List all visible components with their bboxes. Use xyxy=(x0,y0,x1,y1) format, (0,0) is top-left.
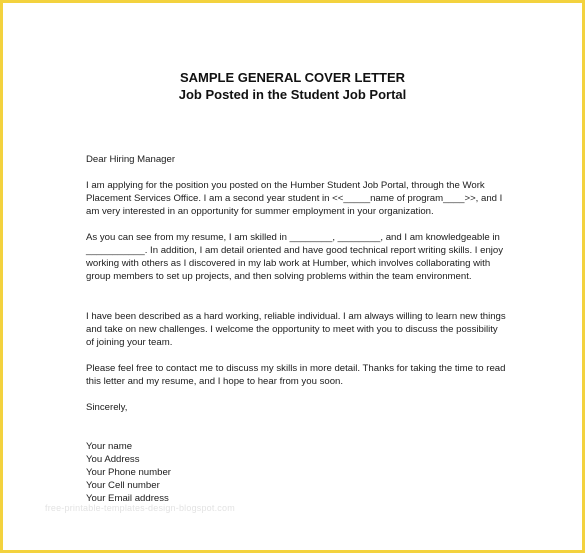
paragraph-contact: Please feel free to contact me to discuss my skills in more detail. Thanks for taking the time to read this letter and my resume, and I hope to hear from you soon. xyxy=(86,363,506,387)
letter-subtitle: Job Posted in the Student Job Portal xyxy=(178,87,407,102)
signature-cell: Your Cell number xyxy=(86,480,160,491)
paragraph-intro: I am applying for the position you posted on the Humber Student Job Portal, through the Work Placement Services Office. I am a second year student in <<_____name of program____>>, and I am very interested in an opportunity for summer employment in your organization. xyxy=(86,180,503,217)
signature-block xyxy=(86,440,506,505)
letter-heading xyxy=(3,69,582,103)
paragraph-qualities: I have been described as a hard working, reliable individual. I am always willing to learn new things and take on new challenges. I welcome the opportunity to meet with you to discuss the possibility of joining your team. xyxy=(86,311,506,348)
signature-address: You Address xyxy=(86,454,140,465)
signature-phone: Your Phone number xyxy=(86,467,171,478)
watermark: free-printable-templates-design-blogspot.com xyxy=(45,503,235,513)
signature-email: Your Email address xyxy=(86,493,169,504)
paragraph-skills: As you can see from my resume, I am skilled in ________, ________, and I am knowledgeable in ___________. In addition, I am detail oriented and have good technical report writing skills. I enjoy working with others as I discovered in my lab work at Humber, which involves collaborating with group members to set up projects, and then solving problems within the team environment. xyxy=(86,232,504,282)
signature-name: Your name xyxy=(86,441,133,452)
closing: Sincerely, xyxy=(86,402,128,413)
letter-title: SAMPLE GENERAL COVER LETTER xyxy=(179,70,406,85)
salutation: Dear Hiring Manager xyxy=(86,154,176,165)
